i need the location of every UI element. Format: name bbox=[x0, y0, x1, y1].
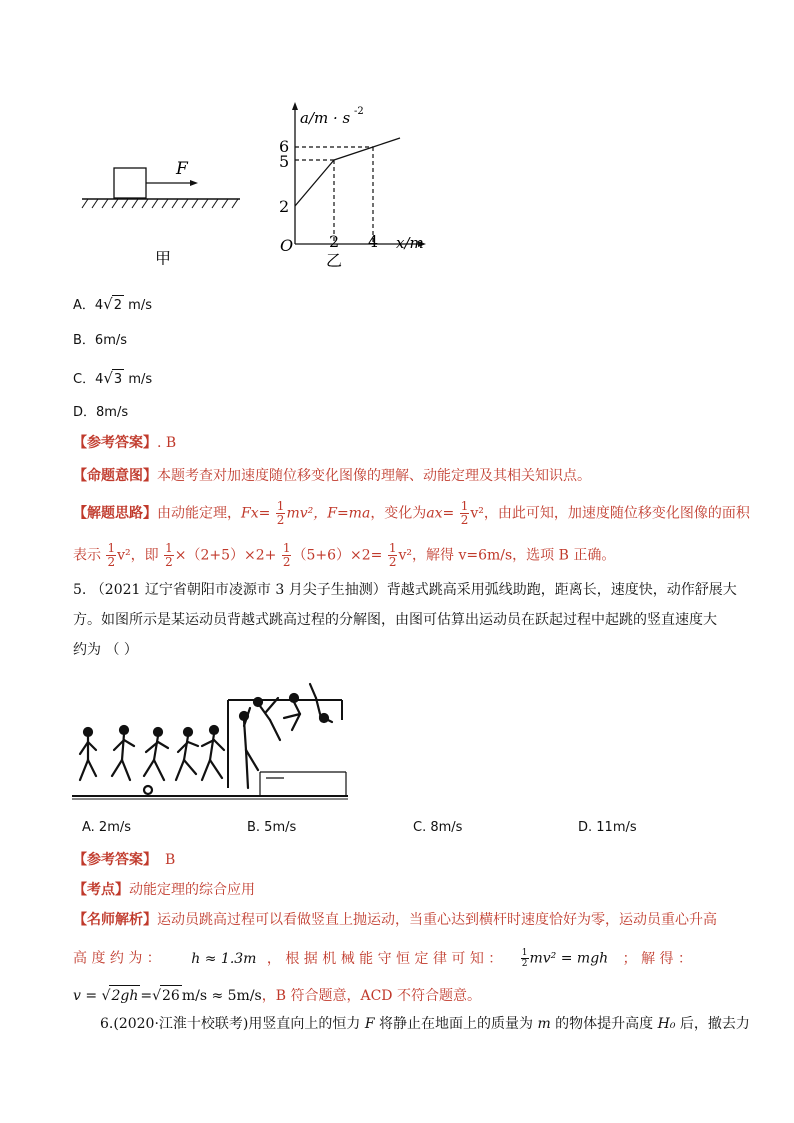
q6-stem: 6.(2020·江淮十校联考)用竖直向上的恒力 F 将静止在地面上的质量为 m 的物体提升高度 H₀ 后，撤去力 bbox=[100, 1016, 750, 1032]
origin-label: O bbox=[280, 236, 294, 255]
option-d[interactable]: D．8m/s bbox=[73, 405, 129, 420]
option-c[interactable]: C．4√3 m/s bbox=[73, 368, 152, 390]
option-b[interactable]: B．6m/s bbox=[73, 333, 128, 348]
q5-analysis-line2: 高 度 约 为 ： h ≈ 1.3m ， 根 据 机 械 能 守 恒 定 律 可 知 ： $\frac{1}{2}$ mv² = mgh ； 解 得 ： bbox=[73, 948, 692, 969]
graph-line bbox=[295, 160, 334, 206]
x-axis-label: x/m bbox=[396, 234, 424, 252]
q5-stem-line1: 5. （2021 辽宁省朝阳市凌源市 3 月尖子生抽测）背越式跳高采用弧线助跑，距离长，速度快，动作舒展大 bbox=[73, 582, 737, 598]
y-tick-5: 5 bbox=[279, 152, 290, 171]
q4-intent: 【命题意图】本题考查对加速度随位移变化图像的理解、动能定理及其相关知识点。 bbox=[73, 468, 591, 484]
x-tick-2: 2 bbox=[329, 232, 340, 251]
q5-analysis-line1: 【名师解析】运动员跳高过程可以看做竖直上抛运动，当重心达到横杆时速度恰好为零，运动员重心升高 bbox=[73, 912, 717, 928]
dashed-guides bbox=[295, 147, 373, 244]
athlete-sequence bbox=[80, 684, 332, 794]
q5-analysis-line3: v = √2gh =√26 m/s ≈ 5m/s，B 符合题意，ACD 不符合题意。 bbox=[73, 985, 481, 1006]
option-a[interactable]: A．4√2 m/s bbox=[73, 294, 152, 316]
q4-solution-line2: 表示 $\frac{1}{2}$ v²，即 $\frac{1}{2}$ ×（2+5）×2+ $\frac{1}{2}$ （5+6）×2= $\frac{1}{2}$ v²，解得 v=6m/s，选项 B 正确。 bbox=[73, 541, 616, 569]
figure-jia bbox=[78, 150, 248, 265]
figure-jia-caption: 甲 bbox=[155, 249, 172, 265]
x-tick-4: 4 bbox=[368, 232, 379, 251]
q5-stem-line3: 约为 （ ） bbox=[73, 642, 138, 658]
figure-yi bbox=[272, 100, 437, 275]
high-jump-figure bbox=[70, 680, 352, 802]
y-axis-exponent: -2 bbox=[354, 106, 364, 117]
ground-hatch bbox=[82, 199, 238, 208]
q5-answer: 【参考答案】 B bbox=[73, 852, 176, 868]
q5-point: 【考点】动能定理的综合应用 bbox=[73, 882, 255, 898]
q4-solution-line1: 【解题思路】由动能定理，Fx= $\frac{1}{2}$ mv²，F=ma，变化为ax= $\frac{1}{2}$ v²，由此可知，加速度随位移变化图像的面积 bbox=[73, 499, 750, 527]
q4-answer: 【参考答案】. B bbox=[73, 435, 177, 451]
q5-option-a[interactable]: A. 2m/s bbox=[82, 820, 132, 835]
q5-stem-line2: 方。如图所示是某运动员背越式跳高过程的分解图，由图可估算出运动员在跃起过程中起跳的竖直速度大 bbox=[73, 612, 717, 628]
block bbox=[114, 168, 146, 198]
q5-option-d[interactable]: D. 11m/s bbox=[578, 820, 637, 835]
q5-option-c[interactable]: C. 8m/s bbox=[413, 820, 463, 835]
landing-mat bbox=[260, 772, 346, 796]
q5-option-b[interactable]: B. 5m/s bbox=[247, 820, 297, 835]
figure-yi-caption: 乙 bbox=[326, 251, 343, 270]
force-label: F bbox=[176, 159, 188, 179]
y-tick-6: 6 bbox=[279, 137, 290, 156]
y-axis-label: a/m · s bbox=[300, 109, 351, 127]
y-tick-2: 2 bbox=[279, 197, 290, 216]
